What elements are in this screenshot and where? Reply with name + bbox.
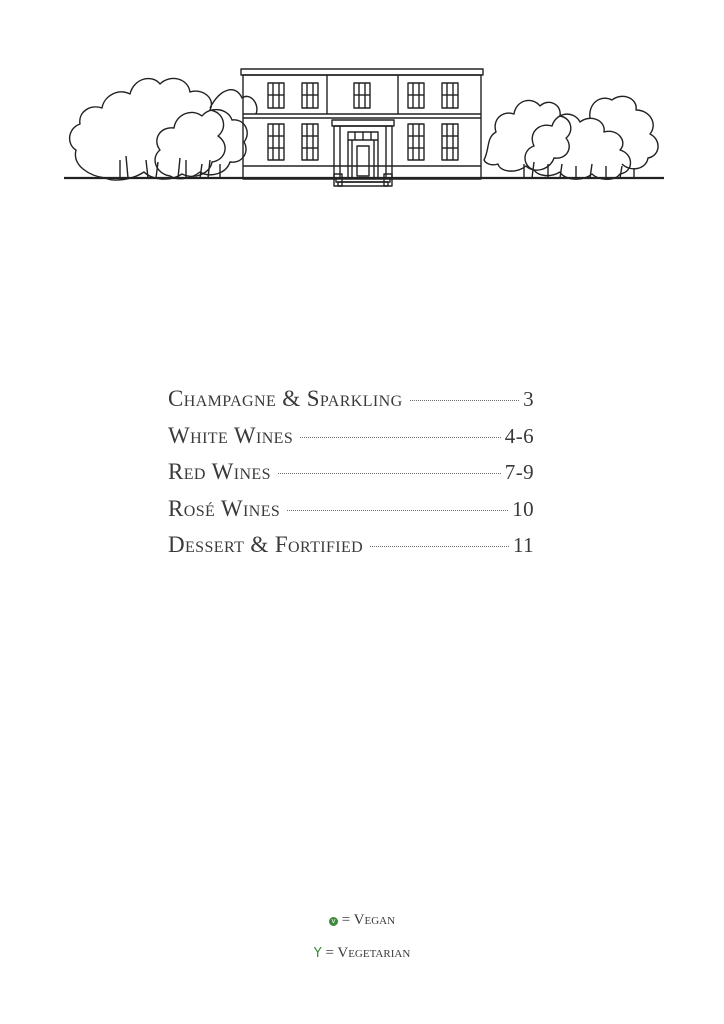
toc-row-champagne[interactable] bbox=[168, 386, 534, 423]
toc-page-number: 4-6 bbox=[504, 423, 534, 448]
dot-leader bbox=[278, 473, 501, 474]
toc-label: White Wines bbox=[168, 422, 294, 448]
toc-label: Dessert & Fortified bbox=[168, 532, 364, 558]
toc-page-number: 10 bbox=[512, 496, 534, 521]
vegan-icon: v bbox=[329, 917, 338, 926]
key-vegetarian bbox=[0, 945, 724, 962]
dot-leader bbox=[410, 400, 520, 401]
toc-label: Champagne & Sparkling bbox=[168, 386, 403, 411]
toc-row-dessert-fortified[interactable] bbox=[168, 532, 534, 569]
toc-row-white-wines[interactable] bbox=[168, 423, 534, 460]
key-vegan bbox=[0, 912, 724, 929]
toc-row-red-wines[interactable] bbox=[168, 459, 534, 496]
toc-page-number: 11 bbox=[512, 533, 534, 558]
vegan-label: = Vegan bbox=[341, 912, 396, 928]
toc-label: Red Wines bbox=[168, 459, 271, 485]
dot-leader bbox=[287, 510, 508, 511]
table-of-contents bbox=[168, 386, 534, 569]
toc-page-number: 3 bbox=[523, 387, 534, 411]
left-trees-icon bbox=[70, 78, 257, 180]
toc-page-number: 7-9 bbox=[504, 460, 534, 485]
country-house-illustration bbox=[60, 48, 666, 190]
house-icon bbox=[241, 69, 483, 186]
right-trees-icon bbox=[484, 96, 658, 179]
dot-leader bbox=[370, 546, 509, 547]
toc-row-rose-wines[interactable] bbox=[168, 496, 534, 533]
vegetarian-label: = Vegetarian bbox=[325, 945, 411, 961]
toc-label: Rosé Wines bbox=[168, 495, 281, 521]
vegetarian-icon: Y bbox=[313, 946, 322, 961]
dot-leader bbox=[300, 437, 501, 438]
